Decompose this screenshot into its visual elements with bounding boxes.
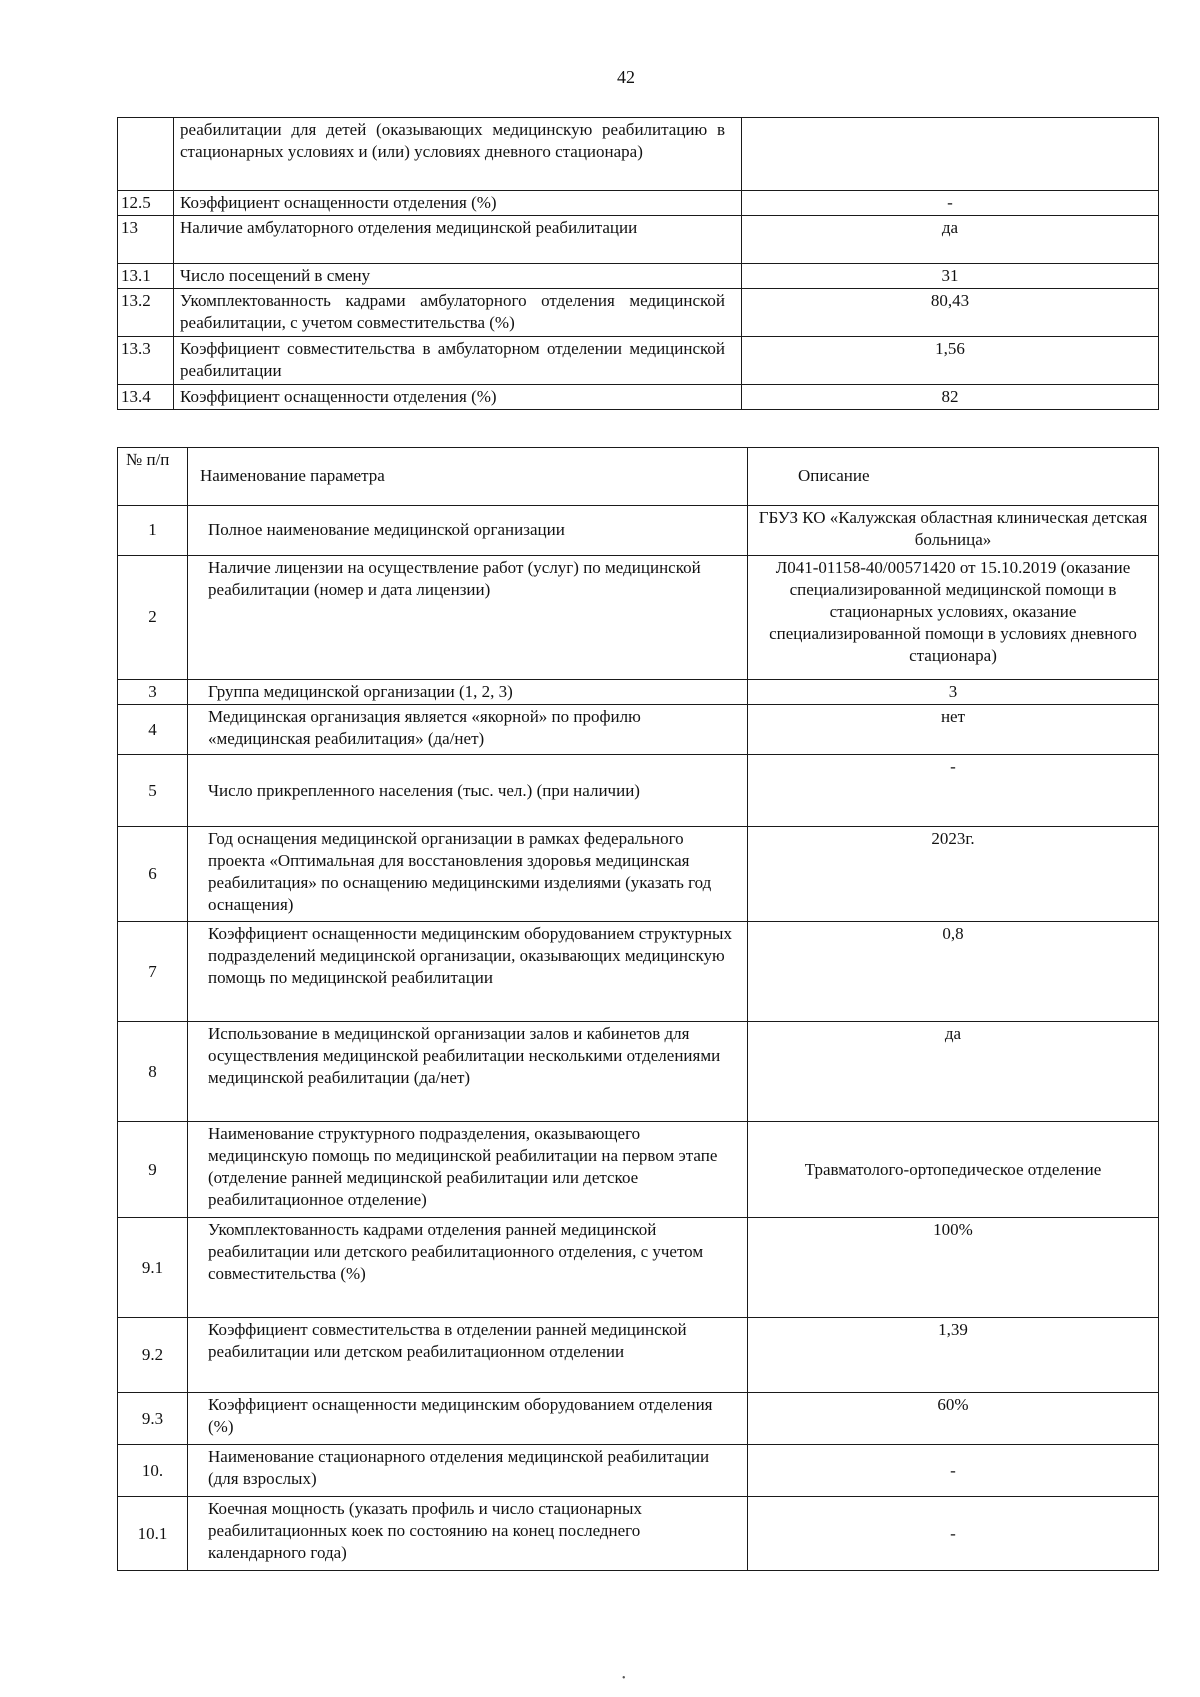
table-row [118,506,1159,556]
table-row [118,1218,1159,1318]
row-parameter: Укомплектованность кадрами амбулаторного отделения медицинской реабилитации, с учетом совместительства (%) [174,289,742,337]
row-number: 13.1 [118,264,174,289]
row-value: 1,39 [748,1318,1159,1393]
row-number: 4 [118,705,188,755]
row-number: 7 [118,922,188,1022]
row-number: 10.1 [118,1497,188,1571]
row-value: 0,8 [748,922,1159,1022]
row-number: 2 [118,556,188,680]
row-value: нет [748,705,1159,755]
row-parameter: Число прикрепленного населения (тыс. чел.) (при наличии) [188,755,748,827]
row-parameter: Коэффициент оснащенности отделения (%) [174,385,742,410]
row-value [742,118,1159,191]
row-value: 82 [742,385,1159,410]
row-number: 9.1 [118,1218,188,1318]
row-number: 9 [118,1122,188,1218]
row-value: 2023г. [748,827,1159,922]
table-row [118,1393,1159,1445]
table-row [118,118,1159,191]
row-number: 13.4 [118,385,174,410]
row-parameter: Полное наименование медицинской организации [188,506,748,556]
row-parameter: Медицинская организация является «якорной» по профилю «медицинская реабилитация» (да/нет) [188,705,748,755]
row-value: Травматолого-ортопедическое отделение [748,1122,1159,1218]
row-parameter: реабилитации для детей (оказывающих медицинскую реабилитацию в стационарных условиях и (или) условиях дневного стационара) [174,118,742,191]
header-number: № п/п [118,448,188,506]
row-value: 100% [748,1218,1159,1318]
row-value: да [742,216,1159,264]
table-header-row [118,448,1159,506]
table-row [118,1445,1159,1497]
row-value: 3 [748,680,1159,705]
row-value: 60% [748,1393,1159,1445]
row-number: 10. [118,1445,188,1497]
row-value: 31 [742,264,1159,289]
table-row [118,705,1159,755]
table-row [118,289,1159,337]
table-row [118,191,1159,216]
row-value: Л041-01158-40/00571420 от 15.10.2019 (оказание специализированной медицинской помощи в стационарных условиях, оказание специализированной помощи в условиях дневного стационара) [748,556,1159,680]
table-row [118,680,1159,705]
table-row [118,337,1159,385]
row-number [118,118,174,191]
row-value: - [748,1497,1159,1571]
row-parameter: Коэффициент совместительства в отделении ранней медицинской реабилитации или детском реабилитационном отделении [188,1318,748,1393]
table-row [118,755,1159,827]
row-value: 1,56 [742,337,1159,385]
header-parameter: Наименование параметра [188,448,748,506]
header-description: Описание [748,448,1159,506]
table-row [118,1022,1159,1122]
table-row [118,1122,1159,1218]
row-parameter: Число посещений в смену [174,264,742,289]
table-row [118,1318,1159,1393]
row-parameter: Использование в медицинской организации залов и кабинетов для осуществления медицинской реабилитации несколькими отделениями медицинской реабилитации (да/нет) [188,1022,748,1122]
row-parameter: Наличие лицензии на осуществление работ (услуг) по медицинской реабилитации (номер и дата лицензии) [188,556,748,680]
scan-dot-mark: • [622,1673,626,1684]
row-parameter: Наименование структурного подразделения, оказывающего медицинскую помощь по медицинской реабилитации на первом этапе (отделение ранней медицинской реабилитации или детское реабилитационное отделение) [188,1122,748,1218]
row-value: 80,43 [742,289,1159,337]
row-number: 9.3 [118,1393,188,1445]
row-parameter: Коэффициент совместительства в амбулаторном отделении медицинской реабилитации [174,337,742,385]
table-row [118,385,1159,410]
row-number: 9.2 [118,1318,188,1393]
table-row [118,827,1159,922]
row-value: ГБУЗ КО «Калужская областная клиническая детская больница» [748,506,1159,556]
row-parameter: Коэффициент оснащенности отделения (%) [174,191,742,216]
row-number: 12.5 [118,191,174,216]
row-number: 1 [118,506,188,556]
row-number: 13.2 [118,289,174,337]
row-number: 3 [118,680,188,705]
table-row [118,216,1159,264]
row-number: 13.3 [118,337,174,385]
row-parameter: Коэффициент оснащенности медицинским оборудованием структурных подразделений медицинской организации, оказывающих медицинскую помощь по медицинской реабилитации [188,922,748,1022]
row-number: 6 [118,827,188,922]
table-row [118,264,1159,289]
row-value: - [748,1445,1159,1497]
table-row [118,1497,1159,1571]
row-parameter: Год оснащения медицинской организации в рамках федерального проекта «Оптимальная для восстановления здоровья медицинская реабилитация» по оснащению медицинскими изделиями (указать год оснащения) [188,827,748,922]
row-number: 13 [118,216,174,264]
row-parameter: Наименование стационарного отделения медицинской реабилитации (для взрослых) [188,1445,748,1497]
row-value: да [748,1022,1159,1122]
row-number: 8 [118,1022,188,1122]
row-number: 5 [118,755,188,827]
table-row [118,922,1159,1022]
row-parameter: Укомплектованность кадрами отделения ранней медицинской реабилитации или детского реабилитационного отделения, с учетом совместительства (%) [188,1218,748,1318]
table-row [118,556,1159,680]
row-parameter: Коэффициент оснащенности медицинским оборудованием отделения (%) [188,1393,748,1445]
row-parameter: Коечная мощность (указать профиль и число стационарных реабилитационных коек по состоянию на конец последнего календарного года) [188,1497,748,1571]
row-value: - [742,191,1159,216]
row-parameter: Группа медицинской организации (1, 2, 3) [188,680,748,705]
page-number: 42 [617,67,635,87]
row-parameter: Наличие амбулаторного отделения медицинской реабилитации [174,216,742,264]
row-value: - [748,755,1159,827]
table-ambulatory-rehab [117,117,1159,410]
table-organization-parameters [117,447,1159,1571]
